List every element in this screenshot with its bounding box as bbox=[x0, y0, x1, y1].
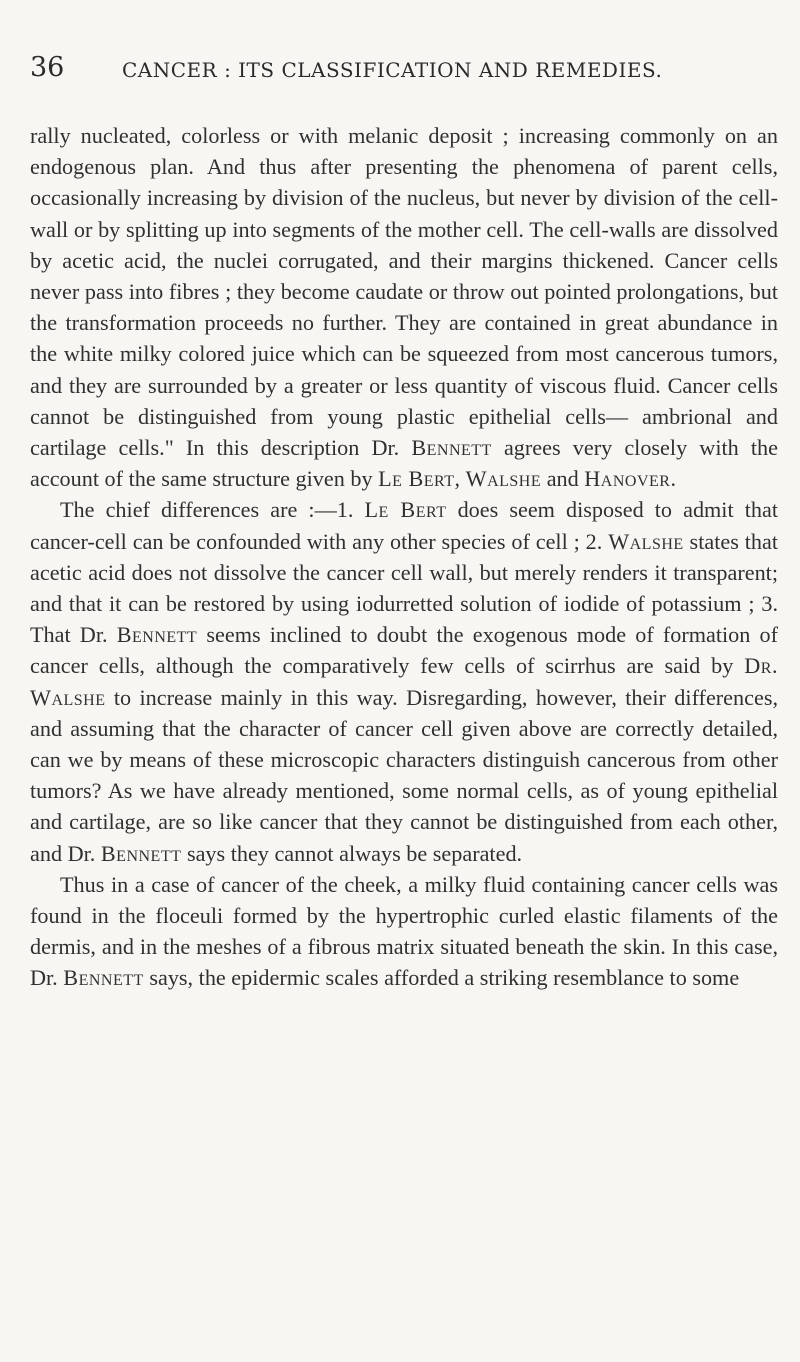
text-run: The chief differences are :—1. bbox=[60, 497, 365, 523]
text-run: rally nucleated, colorless or with melanic deposit ; increasing commonly on an endogenous plan. And thus after presenting the phenomena of parent cells, occasionally increasing by division of the nucleus, but never by division of the cell-wall or by splitting up into segments of the mother cell. The cell-walls are dissolved by acetic acid, the nuclei corrugated, and their margins thickened. Cancer cells never pass into fibres ; they become caudate or throw out pointed prolongations, but the transformation proceeds no further. They are contained in great abundance in the white milky colored juice which can be squeezed from most cancerous tumors, and they are surrounded by a greater or less quantity of viscous fluid. Cancer cells cannot be distinguished from young plastic epithelial cells— ambrional and cartilage cells." In this description Dr. bbox=[30, 123, 778, 461]
author-name: Le Bert bbox=[378, 466, 455, 492]
text-run: and bbox=[541, 466, 585, 492]
author-name: Bennett bbox=[63, 965, 144, 991]
paragraph-2 bbox=[30, 494, 778, 868]
author-name: Bennett bbox=[100, 840, 182, 866]
text-run: to increase mainly in this way. Disregarding, however, their differences, and assuming that the character of cancer cell given above are correctly detailed, can we by means of these microscopic characters distinguish cancerous from other tumors? As we have already mentioned, some normal cells, as of young epithelial and cartilage, are so like cancer that they cannot be distinguished from each other, and Dr. bbox=[30, 684, 778, 866]
text-run: does seem disposed to admit that cancer-cell can be confounded with any other species of cell ; 2. bbox=[30, 497, 778, 554]
running-head: CANCER : ITS CLASSIFICATION AND REMEDIES. bbox=[122, 58, 663, 82]
text-run: Thus in a case of cancer of the cheek, a milky fluid containing cancer cells was found in the floceuli formed by the hypertrophic curled elastic filaments of the dermis, and in the meshes of a fibrous matrix situated beneath the skin. In this case, Dr. bbox=[30, 871, 778, 991]
author-name: Hanover bbox=[584, 466, 671, 492]
text-run: says, the epidermic scales afforded a striking resemblance to some bbox=[143, 965, 740, 991]
author-name: Bennett bbox=[411, 435, 492, 461]
paragraph-1 bbox=[30, 120, 778, 494]
author-name: Le Bert bbox=[364, 497, 447, 523]
author-name: Bennett bbox=[116, 622, 198, 648]
text-run: states that acetic acid does not dissolve the cancer cell wall, but merely renders it transparent; and that it can be restored by using iodurretted solution of iodide of potassium ; 3. That Dr. bbox=[30, 528, 778, 648]
text-run: . bbox=[670, 466, 677, 492]
text-run: agrees very closely with the account of the same structure given by bbox=[30, 435, 778, 492]
paragraph-3 bbox=[30, 869, 778, 994]
author-name: Walshe bbox=[608, 528, 684, 554]
text-run: says they cannot always be separated. bbox=[181, 840, 523, 866]
body-text bbox=[30, 120, 778, 994]
author-name: Dr. Walshe bbox=[30, 653, 778, 710]
text-run: , bbox=[454, 466, 466, 492]
text-run: seems inclined to doubt the exogenous mode of formation of cancer cells, although the comparatively few cells of scirrhus are said by bbox=[30, 622, 778, 679]
author-name: Walshe bbox=[465, 466, 542, 492]
page-number: 36 bbox=[30, 52, 65, 83]
page-header bbox=[30, 52, 745, 94]
